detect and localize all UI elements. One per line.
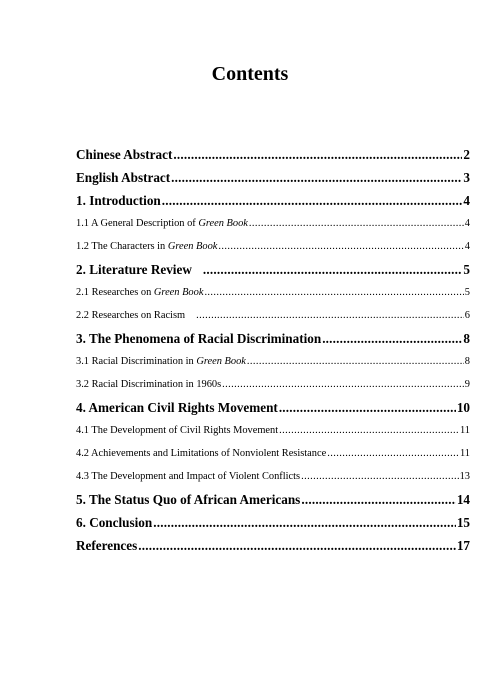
toc-entry-page: 8 [463,331,470,346]
toc-subentry-text: 1.2 The Characters in [76,241,168,252]
toc-subentry-label [76,284,203,301]
toc-subentry-label [76,215,248,232]
toc-entry[interactable] [76,399,470,422]
toc-subentry-label: 4.2 Achievements and Limitations of Nonviolent Resistance [76,448,327,459]
dot-leader [204,284,463,301]
dot-leader [322,330,462,347]
dot-leader [203,261,463,278]
toc-subentry-page: 4 [464,218,470,229]
toc-entry[interactable] [76,491,470,514]
dot-leader [247,353,464,370]
toc-subentry[interactable] [76,215,470,238]
toc-subentry-text: 3.1 Racial Discrimination in [76,356,197,367]
toc-subentry[interactable] [76,307,470,330]
toc-subentry[interactable] [76,422,470,445]
toc-entry-page: 17 [456,538,470,553]
toc-entry-page: 4 [463,193,470,208]
toc-entry[interactable] [76,537,470,560]
toc-subentry[interactable] [76,238,470,261]
toc-entry-page: 14 [456,492,470,507]
toc-subentry-label: 3.2 Racial Discrimination in 1960s [76,379,222,390]
toc-subentry-text: 2.2 Researches on Racism [76,310,186,321]
dot-leader [162,192,463,209]
dot-leader [171,169,462,186]
toc-entry[interactable] [76,192,470,215]
toc-subentry-text: 2.1 Researches on [76,287,154,298]
toc-subentry[interactable] [76,284,470,307]
dot-leader [222,376,464,393]
dot-leader [301,468,459,485]
toc-entry-page: 5 [463,262,470,277]
dot-leader [279,422,459,439]
toc-entry-label: English Abstract [76,170,171,185]
toc-entry-label: 6. Conclusion [76,515,153,530]
toc-entry-page: 3 [463,170,470,185]
toc-subentry[interactable] [76,445,470,468]
toc-subentry[interactable] [76,468,470,491]
toc-subentry-page: 11 [459,448,470,459]
toc-entry[interactable] [76,146,470,169]
toc-entry-label: 4. American Civil Rights Movement [76,400,278,415]
toc-entry[interactable] [76,514,470,537]
toc-subentry-italic: Green Book [198,218,248,229]
toc-entry[interactable] [76,330,470,353]
dot-leader [153,514,456,531]
toc-subentry-italic: Green Book [167,241,218,252]
toc-subentry-label: 4.1 The Development of Civil Rights Movement [76,425,279,436]
toc-entry-label: Chinese Abstract [76,147,173,162]
dot-leader [327,445,459,462]
table-of-contents [76,146,470,560]
toc-entry-text: 2. Literature Review [76,262,192,277]
toc-subentry-page: 13 [459,471,470,482]
toc-entry-page: 2 [463,147,470,162]
toc-subentry-page: 5 [464,287,470,298]
toc-subentry-page: 9 [464,379,470,390]
dot-leader [196,307,464,324]
toc-entry[interactable] [76,261,470,284]
dot-leader [249,215,464,232]
toc-subentry-page: 11 [459,425,470,436]
toc-entry-page: 10 [456,400,470,415]
toc-subentry[interactable] [76,376,470,399]
toc-subentry[interactable] [76,353,470,376]
page-title: Contents [211,63,289,85]
toc-subentry-page: 6 [464,310,470,321]
dot-leader [173,146,462,163]
toc-entry[interactable] [76,169,470,192]
toc-entry-label: References [76,538,138,553]
dot-leader [279,399,456,416]
toc-entry-page: 15 [456,515,470,530]
toc-entry-label: 1. Introduction [76,193,161,208]
dot-leader [218,238,463,255]
toc-entry-label: 5. The Status Quo of African Americans [76,492,301,507]
toc-subentry-label [76,353,246,370]
toc-entry-label: 3. The Phenomena of Racial Discrimination [76,331,322,346]
toc-subentry-page: 4 [464,241,470,252]
toc-subentry-text: 1.1 A General Description of [76,218,199,229]
toc-subentry-label [76,238,217,255]
dot-leader [138,537,456,554]
toc-subentry-page: 8 [464,356,470,367]
toc-subentry-label [76,307,195,324]
dot-leader [301,491,455,508]
toc-subentry-label: 4.3 The Development and Impact of Violent Conflicts [76,471,301,482]
toc-subentry-italic: Green Book [153,287,204,298]
toc-subentry-italic: Green Book [196,356,246,367]
toc-entry-label [76,261,202,278]
